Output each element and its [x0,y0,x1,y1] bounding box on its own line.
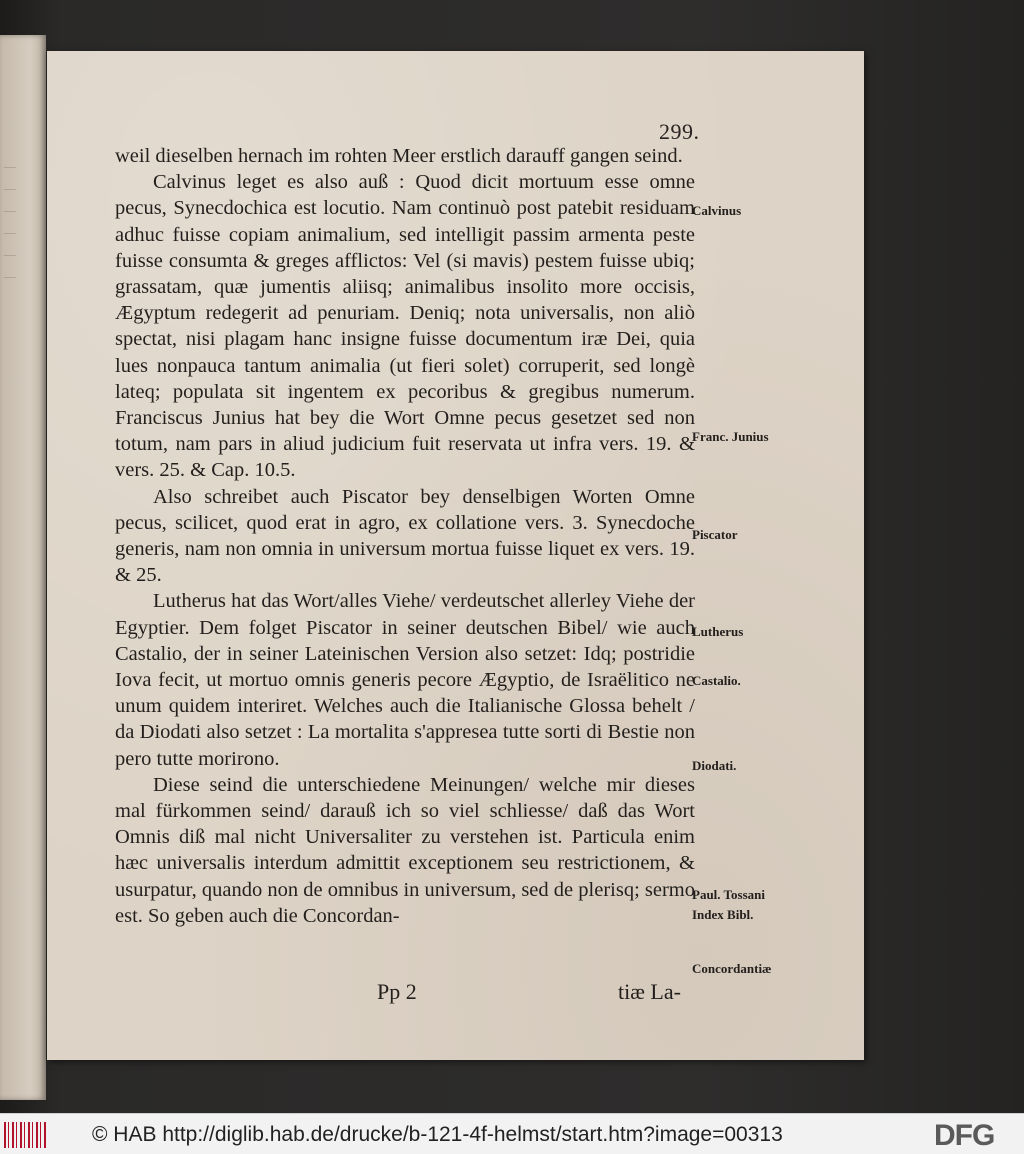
margin-note-castalio: Castalio. [692,673,741,688]
margin-note-concordantiae: Concordantiæ [692,961,772,976]
page-number: 299. [659,119,700,144]
margin-note-lutherus: Lutherus [692,624,744,639]
margin-note-calvinus: Calvinus [692,203,742,218]
paragraph-1: weil dieselben hernach im rohten Meer erstlich darauff gangen seind. [115,145,683,167]
book-page [47,51,864,1060]
body-text [115,143,695,929]
paragraph-5: Diese seind die unterschiedene Meinungen/ welche mir dieses mal fürkommen seind/ darauß ich so viel schliesse/ daß das Wort Omnis diß mal nicht Universaliter zu verstehen ist. Particula enim hæc universalis interdum admittit exceptionem seu restrictionem, & usurpatur, quando non de omnibus in universum, sed de plerisq; sermo est. So geben auch die Concordan- [115,773,695,927]
paragraph-3: Also schreibet auch Piscator bey denselbigen Worten Omne pecus, scilicet, quod erat in agro, ex collatione vers. 3. Synecdoche generis, nam non omnia in universum mortua fuisse liquet ex vers. 19. & 25. [115,485,695,587]
margin-note-piscator: Piscator [692,527,738,542]
catchword: tiæ La- [618,979,681,1004]
margin-note-junius: Franc. Junius [692,429,769,444]
previous-page-edge [0,35,46,1100]
footer-bar [0,1113,1024,1154]
hab-logo-icon [4,1122,48,1148]
credit-link[interactable]: © HAB http://diglib.hab.de/drucke/b-121-4f-helmst/start.htm?image=00313 [92,1123,783,1146]
margin-note-tossani: Paul. Tossani [692,887,765,902]
bleed-through-text: — — — — — — [4,159,16,283]
margin-note-index: Index Bibl. [692,907,754,922]
paragraph-2: Calvinus leget es also auß : Quod dicit mortuum esse omne pecus, Synecdochica est locutio. Nam continuò post patebit residuam adhuc fuisse copiam animalium, sed intelligit passim armenta peste fuisse consumta & greges afflictos: Vel (si mavis) pestem fuisse ubiq; grassatam, quæ jumentis aliisq; animalibus insolito more occisis, Ægyptum redegerit ad penuriam. Deniq; nota universalis, non aliò spectat, nisi plagam hanc insigne fuisse documentum iræ Dei, quia lues nonpauca tantum animalia (ut fieri solet) corruperit, sed longè lateq; populata sit ingentem ex pecoribus & gregibus numerum. Franciscus Junius hat bey die Wort Omne pecus gesetzet sed non totum, nam pars in aliud judicium fuit reservata ut infra vers. 19. & vers. 25. & Cap. 10.5. [115,171,695,482]
dfg-logo: DFG [934,1119,995,1152]
paragraph-4: Lutherus hat das Wort/alles Viehe/ verdeutschet allerley Viehe der Egyptier. Dem folget Piscator in seiner deutschen Bibel/ wie auch Castalio, der in seiner Lateinischen Version also setzet: Idq; postridie Iova fecit, ut mortuo omnis generis pecore Ægyptio, de Israëlitico ne unum quidem interiret. Welches auch die Italianische Glossa behelt / da Diodati also setzet : La mortalita s'appresea tutte sorti di Bestie non pero tutte morirono. [115,590,695,770]
signature-mark: Pp 2 [377,979,417,1004]
margin-note-diodati: Diodati. [692,758,737,773]
